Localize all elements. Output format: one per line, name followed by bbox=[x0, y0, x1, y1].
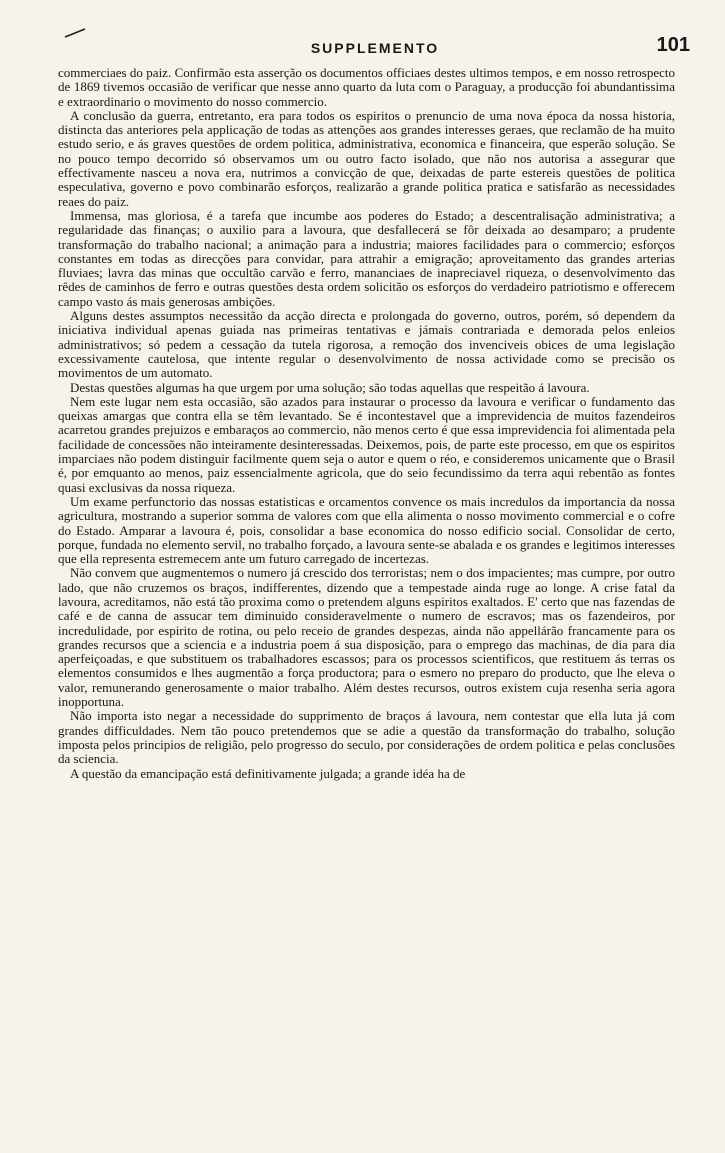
paragraph: Alguns destes assumptos necessitão da acção directa e prolongada do governo, outros, porém, só dependem da iniciativa individual apenas guiada nas primeiras tentativas e jámais contrariada e demorada pelos enleios administrativos; só pedem a cessação da tutela rigorosa, a remoção dos invenciveis obices de uma legislação excessivamente cautelosa, que intente regular o desenvolvimento de nossa actividade como se precisão os movimentos de um automato. bbox=[58, 308, 675, 381]
page-number: 101 bbox=[656, 34, 690, 56]
article-body bbox=[58, 66, 675, 781]
paragraph: A conclusão da guerra, entretanto, era para todos os espiritos o prenuncio de uma nova época da nossa historia, distincta das anteriores pela applicação de todas as attenções aos grandes interesses geraes, que reclamão de ha muito estudo serio, e ás graves questões de ordem politica, administrativa, economica e financeira, que esperão solução. Se no pouco tempo decorrido só observamos um ou outro facto isolado, que não nos autorisa a assegurar que effectivamente nasceu a nova era, nutrimos a convicção de que, deixadas de parte estereis questões de politica especulativa, governo e povo combinarão esforços, realizarão a grande politica pratica e satisfarão as necessidades reaes do paiz. bbox=[58, 107, 675, 209]
paragraph: Um exame perfunctorio das nossas estatisticas e orcamentos convence os mais incredulos da importancia da nossa agricultura, mostrando a superior somma de valores com que ella alimenta o nosso movimento commercial e o cofre do Estado. Amparar a lavoura é, pois, consolidar a base economica do nosso edificio social. Consolidar de certo, porque, fundada no elemento servil, no trabalho forçado, a lavoura sente-se abalada e os grandes e legitimos interesses que ella representa estremecem ante um futuro carregado de incertezas. bbox=[58, 493, 675, 567]
paragraph: Não importa isto negar a necessidade do supprimento de braços á lavoura, nem contestar que ella luta já com grandes difficuldades. Nem tão pouco pretendemos que se adie a questão da transformação do trabalho, solução imposta pelos principios de religião, pelo progresso do seculo, por considerações de ordem politica e pelas conclusões da sciencia. bbox=[58, 708, 675, 767]
paragraph: A questão da emancipação está definitivamente julgada; a grande idéa ha de bbox=[70, 765, 466, 781]
paragraph: Nem este lugar nem esta occasião, são azados para instaurar o processo da lavoura e verificar o fundamento das queixas amargas que contra ella se têm levantado. Se é incontestavel que a imprevidencia de muitos fazendeiros acarretou grandes prejuizos e embaraços ao commercio, não menos certo é que essa imprevidencia foi alimentada pela facilidade de concessões não inteiramente desinteressadas. Deixemos, pois, de parte este processo, em que os espiritos imparciaes não podem distinguir facilmente quem seja o autor e quem o réo, e consideremos unicamente que o Brasil é, por emquanto ao menos, paiz essencialmente agricola, que do seio fecundissimo da terra aqui rebentão as fontes quasi exclusivas da nossa riqueza. bbox=[58, 393, 675, 495]
paragraph: Immensa, mas gloriosa, é a tarefa que incumbe aos poderes do Estado; a descentralisação administrativa; a regularidade das finanças; o auxilio para a lavoura, que desfallecerá se fôr deixada ao desamparo; a prudente transformação do trabalho nacional; a animação para a industria; maiores facilidades para o commercio; esforços constantes em todas as direcções para convidar, para attrahir a emigração; aproveitamento das grandes arterias fluviaes; lavra das minas que occultão carvão e ferro, mananciaes de inapreciavel riqueza, o desenvolvimento das rêdes de caminhos de ferro e outras questões desta ordem solicitão os esforços do verdadeiro patriotismo e offerecem campo vasto ás mais generosas ambições. bbox=[58, 207, 675, 309]
paragraph: Não convem que augmentemos o numero já crescido dos terroristas; nem o dos impacientes; mas cumpre, por outro lado, que não cruzemos os braços, indifferentes, dizendo que a tempestade ainda ruge ao longe. A crise fatal da lavoura, acreditamos, não está tão proxima como o pretendem alguns espiritos exaltados. E' certo que nas fazendas de café e de canna de assucar tem diminuido consideravelmente o numero de escravos; mas os fazendeiros, por incredulidade, por espirito de rotina, ou pelo receio de grandes despezas, ainda não appellárão francamente para os grandes recursos que a sciencia e a industria poem á sua disposição, para o emprego das machinas, de dia para dia aperfeiçoadas, e que substituem os trabalhadores escassos; para os processos scientificos, que restituem ás terras os elementos consumidos e lhes augmentão a força productora; para o esmero no preparo do producto, que lhe eleva o valor, remunerando generosamente o maior trabalho. Além destes recursos, outros existem cuja resenha seria agora inopportuna. bbox=[58, 565, 675, 710]
page-header bbox=[60, 34, 690, 64]
running-title: SUPPLEMENTO bbox=[310, 40, 440, 56]
paragraph: commerciaes do paiz. Confirmão esta asserção os documentos officiaes destes ultimos tempos, e em nosso retrospecto de 1869 tivemos occasião de verificar que nesse anno quarto da luta com o Paraguay, a producção foi abundantissima e extraordinario o movimento do nosso commercio. bbox=[58, 65, 675, 109]
paragraph: Destas questões algumas ha que urgem por uma solução; são todas aquellas que respeitão á lavoura. bbox=[70, 379, 590, 395]
